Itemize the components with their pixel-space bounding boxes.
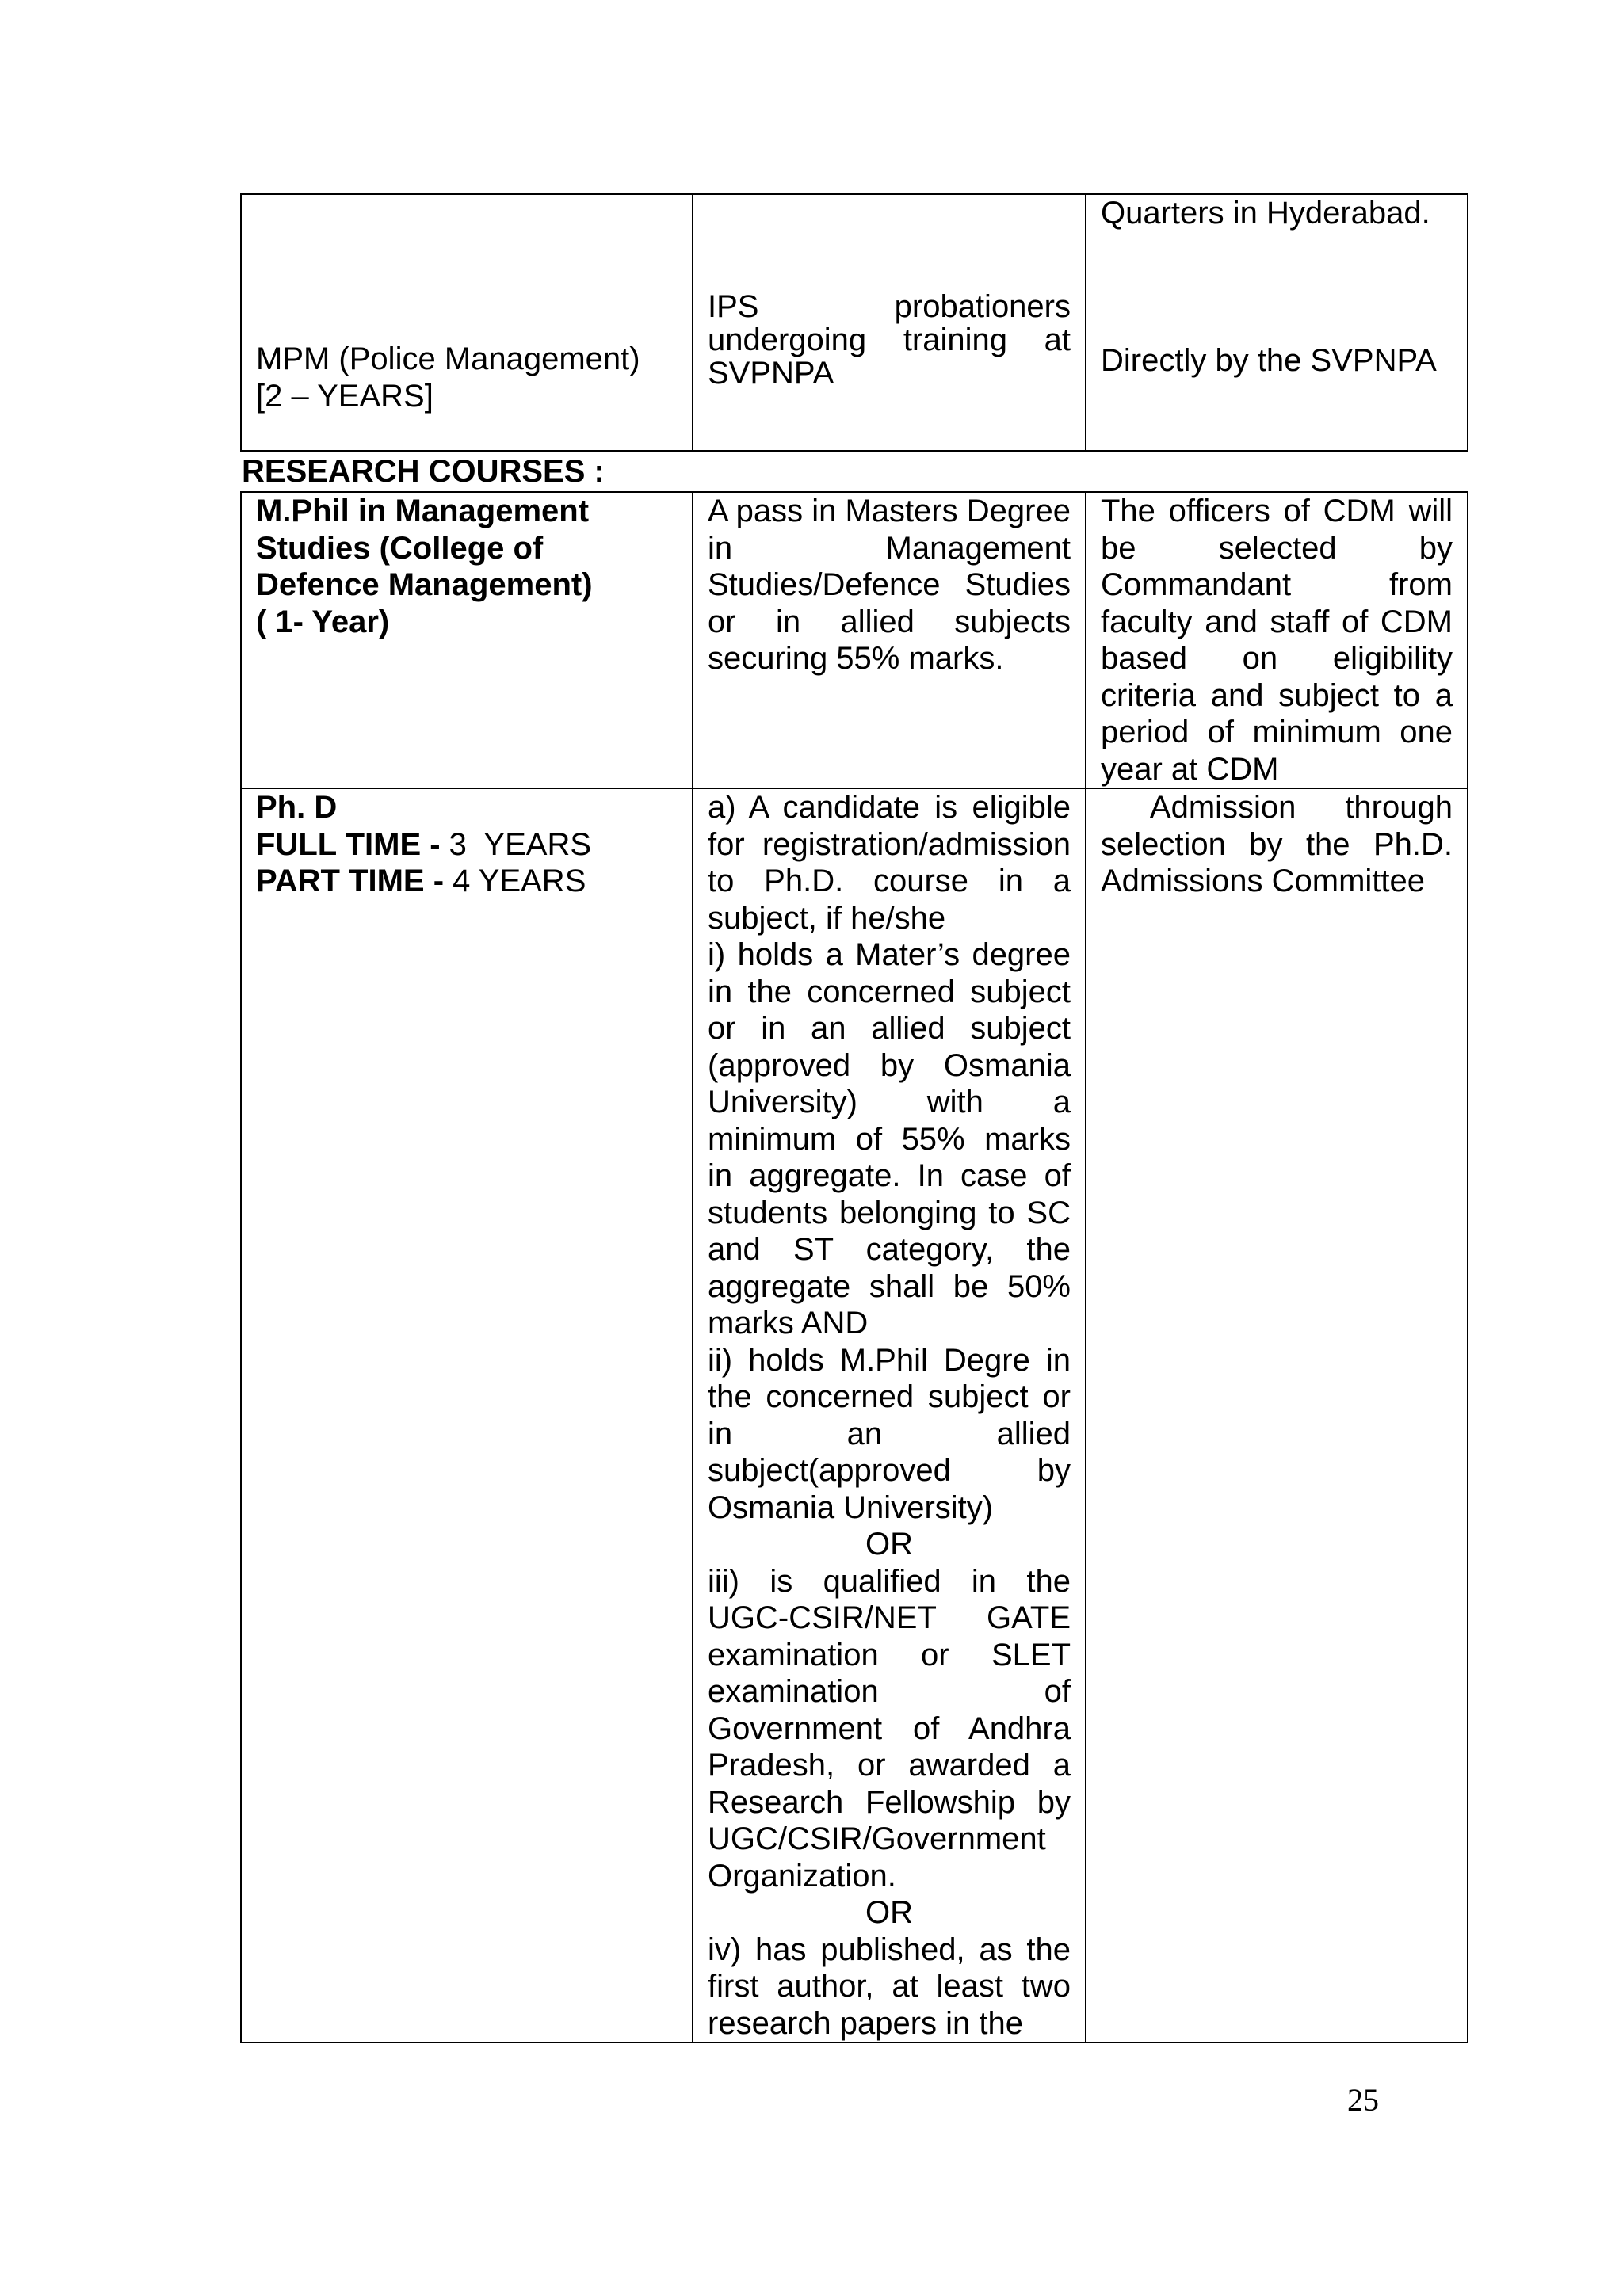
full-time-label: FULL TIME -: [256, 826, 441, 862]
section-heading: RESEARCH COURSES :: [242, 454, 605, 489]
part-time-duration: 4 YEARS: [444, 864, 586, 898]
selection-cell: [1086, 194, 1468, 451]
course-name-line: Studies (College of: [256, 530, 544, 566]
course-name-line: Defence Management): [256, 567, 593, 602]
table-row: [241, 194, 1468, 451]
course-name-line: M.Phil in Management: [256, 494, 590, 528]
course-duration: [2 – YEARS]: [256, 378, 433, 414]
eligibility-cell: [693, 194, 1086, 451]
course-name: Ph. D: [256, 790, 338, 825]
or-separator: OR: [865, 1527, 913, 1562]
full-time-duration: 3 YEARS: [440, 826, 592, 862]
part-time-label: PART TIME -: [256, 864, 445, 898]
table-row: [241, 788, 1468, 2042]
course-table-continued: [240, 193, 1468, 452]
research-courses-table: [240, 491, 1468, 2043]
course-duration: ( 1- Year): [256, 604, 390, 639]
course-cell: [241, 788, 693, 2042]
selection-cell: [1086, 492, 1468, 788]
eligibility-clause-iv: iv) has published, as the first author, at least two research papers in the: [708, 1932, 1071, 2041]
selection-text: Admission through selection by the Ph.D. Admissions Committee: [1101, 790, 1462, 898]
eligibility-text: IPS probationers undergoing training at SVPNPA: [708, 289, 1071, 391]
or-separator: OR: [865, 1895, 913, 1930]
course-name: MPM (Police Management): [256, 341, 640, 376]
eligibility-clause-a: a) A candidate is eligible for registration/admission to Ph.D. course in a subject, if he/she: [708, 790, 1071, 936]
table-row: [241, 492, 1468, 788]
course-cell: [241, 492, 693, 788]
eligibility-clause-ii: ii) holds M.Phil Degre in the concerned subject or in an allied subject(approved by Osmania University): [708, 1342, 1071, 1525]
selection-text: Directly by the SVPNPA: [1101, 342, 1437, 378]
eligibility-text: A pass in Masters Degree in Management Studies/Defence Studies or in allied subjects securing 55% marks.: [708, 494, 1071, 676]
course-cell: [241, 194, 693, 451]
page-number: 25: [1347, 2082, 1379, 2118]
eligibility-cell: [693, 788, 1086, 2042]
selection-continued-text: Quarters in Hyderabad.: [1101, 196, 1430, 231]
eligibility-clause-i: i) holds a Mater’s degree in the concerned subject or in an allied subject (approved by Osmania University) with a minimum of 55% marks in aggregate. In case of students belonging to SC and ST category, the aggregate shall be 50% marks AND: [708, 937, 1071, 1341]
eligibility-clause-iii: iii) is qualified in the UGC-CSIR/NET GATE examination or SLET examination of Government of Andhra Pradesh, or awarded a Research Fellowship by UGC/CSIR/Government Organization.: [708, 1563, 1071, 1894]
eligibility-cell: [693, 492, 1086, 788]
selection-cell: [1086, 788, 1468, 2042]
selection-text: The officers of CDM will be selected by Commandant from faculty and staff of CDM based on eligibility criteria and subject to a period of minimum one year at CDM: [1101, 494, 1453, 787]
